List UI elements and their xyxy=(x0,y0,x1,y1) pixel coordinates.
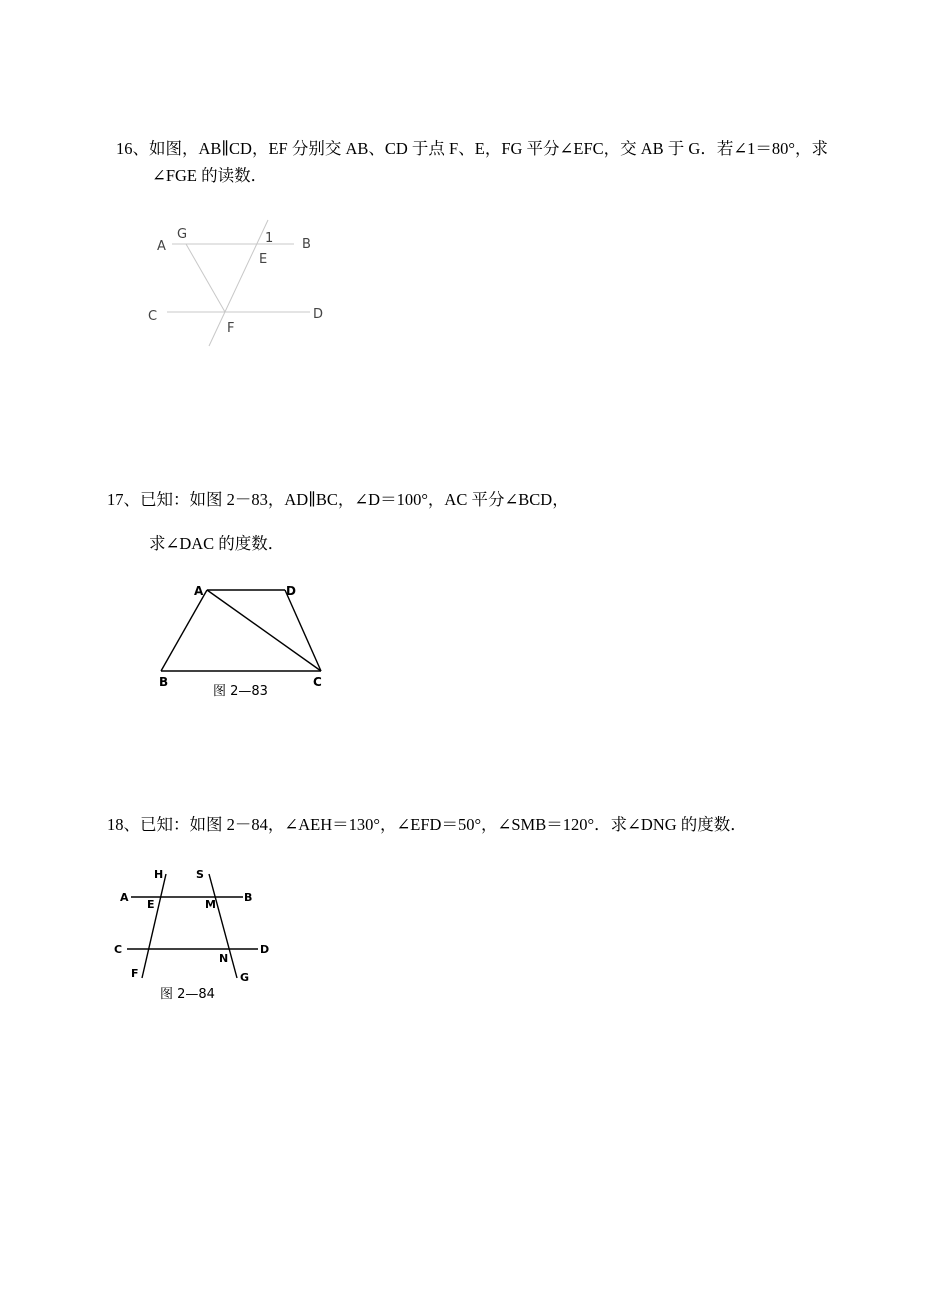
label-d: D xyxy=(313,307,324,322)
label-a: A xyxy=(120,891,129,904)
label-b: B xyxy=(159,675,169,689)
label-n: N xyxy=(219,952,229,965)
label-f: F xyxy=(131,967,139,980)
label-1: 1 xyxy=(265,231,274,246)
label-b: B xyxy=(244,891,253,904)
problem-18-text-line-1: 18、已知：如图 2－84，∠AEH＝130°，∠EFD＝50°，∠SMB＝120°．求∠DNG 的度数． xyxy=(107,815,747,834)
label-m: M xyxy=(205,898,216,911)
problem-17-text-line-2: 求∠DAC 的度数． xyxy=(149,534,285,553)
problem-17-text-line-1: 17、已知：如图 2－83，AD∥BC，∠D＝100°，AC 平分∠BCD， xyxy=(107,490,569,509)
label-c: C xyxy=(148,309,158,324)
label-d: D xyxy=(286,584,296,598)
label-h: H xyxy=(154,868,164,881)
label-a: A xyxy=(194,584,204,598)
figure-caption-2-84: 图 2—84 xyxy=(160,987,215,1002)
label-g: G xyxy=(240,971,250,984)
line-hf xyxy=(142,874,166,978)
label-c: C xyxy=(114,943,123,956)
label-c: C xyxy=(313,675,322,689)
label-d: D xyxy=(260,943,270,956)
label-e: E xyxy=(259,252,268,267)
label-g: G xyxy=(177,227,188,242)
label-a: A xyxy=(157,239,166,254)
label-s: S xyxy=(196,868,204,881)
label-e: E xyxy=(147,898,155,911)
problem-16-text-line-2: ∠FGE 的读数． xyxy=(152,166,268,185)
problem-16-text-line-1: 16、如图，AB∥CD，EF 分别交 AB、CD 于点 F、E，FG 平分∠EFC，交 AB 于 G．若∠1＝80°，求 xyxy=(116,139,829,158)
label-b: B xyxy=(302,237,311,252)
figure-caption-2-83: 图 2—83 xyxy=(213,684,268,699)
label-f: F xyxy=(227,321,235,336)
